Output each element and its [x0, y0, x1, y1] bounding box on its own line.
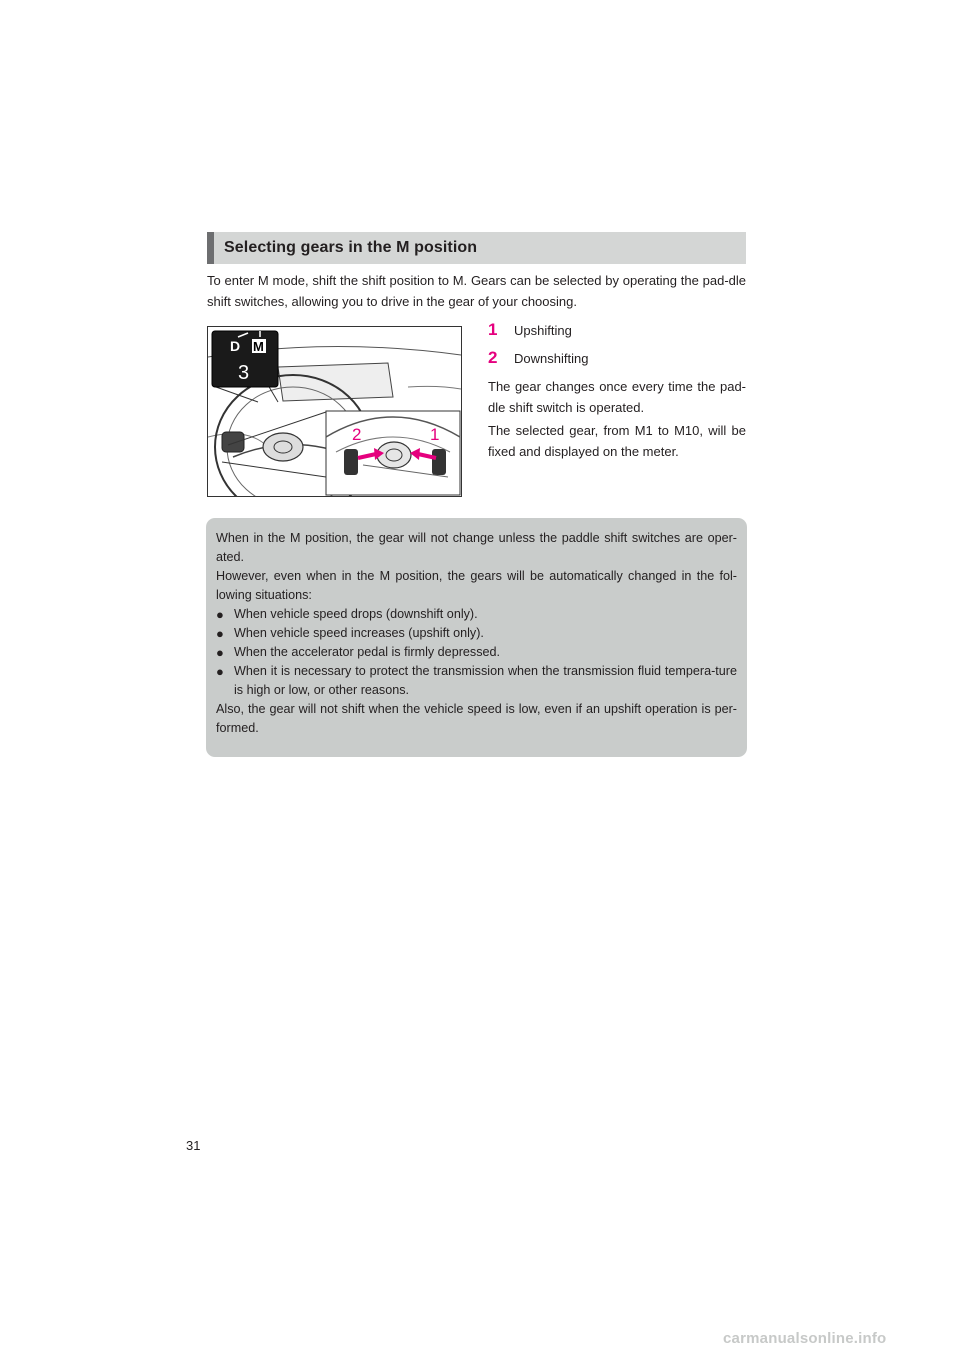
step-label-upshifting: Upshifting [514, 323, 572, 338]
gear-change-paragraph: The gear changes once every time the pad-dle shift switch is operated. [488, 379, 746, 415]
paddle-shift-illustration [207, 326, 462, 497]
bullet-icon: ● [216, 607, 224, 622]
note-bullet-text: When vehicle speed increases (upshift only). [234, 626, 484, 640]
note-line-2: However, even when in the M position, the gears will be automatically changed in the fol-lowing situations: [216, 569, 737, 602]
section-header [207, 232, 746, 264]
note-bullet-text: When it is necessary to protect the transmission when the transmission fluid tempera-ture is high or low, or other reasons. [234, 664, 737, 697]
step-number-1: 1 [488, 320, 498, 339]
display-d-label: D [230, 338, 241, 354]
display-m-label: M [253, 339, 264, 354]
step-number-2: 2 [488, 348, 498, 367]
display-gear-label: 3 [238, 362, 250, 384]
note-bullet-text: When the accelerator pedal is firmly depressed. [234, 645, 500, 659]
bullet-icon: ● [216, 626, 224, 641]
note-bullet [216, 605, 737, 624]
note-line-1: When in the M position, the gear will not change unless the paddle shift switches are oper-ated. [216, 531, 737, 564]
callout-2: 2 [352, 425, 362, 444]
note-bullet [216, 662, 737, 700]
step-label-downshifting: Downshifting [514, 351, 589, 366]
note-bullet [216, 643, 737, 662]
step-downshifting [488, 348, 588, 368]
note-bullet-text: When vehicle speed drops (downshift only). [234, 607, 478, 621]
page-number: 31 [186, 1138, 201, 1153]
intro-paragraph: To enter M mode, shift the shift position to M. Gears can be selected by operating the pad-dle shift switches, allowing you to drive in the gear of your choosing. [207, 273, 746, 309]
selected-gear-paragraph: The selected gear, from M1 to M10, will be fixed and displayed on the meter. [488, 423, 746, 459]
callout-1: 1 [430, 425, 440, 444]
watermark: carmanualsonline.info [723, 1330, 887, 1347]
steering-wheel-drawing [208, 327, 461, 496]
note-box [206, 518, 747, 757]
note-bullet [216, 624, 737, 643]
section-title: Selecting gears in the M position [224, 239, 478, 256]
bullet-icon: ● [216, 664, 224, 679]
bullet-icon: ● [216, 645, 224, 660]
step-upshifting [488, 320, 572, 340]
note-line-3: Also, the gear will not shift when the vehicle speed is low, even if an upshift operation is per-formed. [216, 702, 737, 735]
